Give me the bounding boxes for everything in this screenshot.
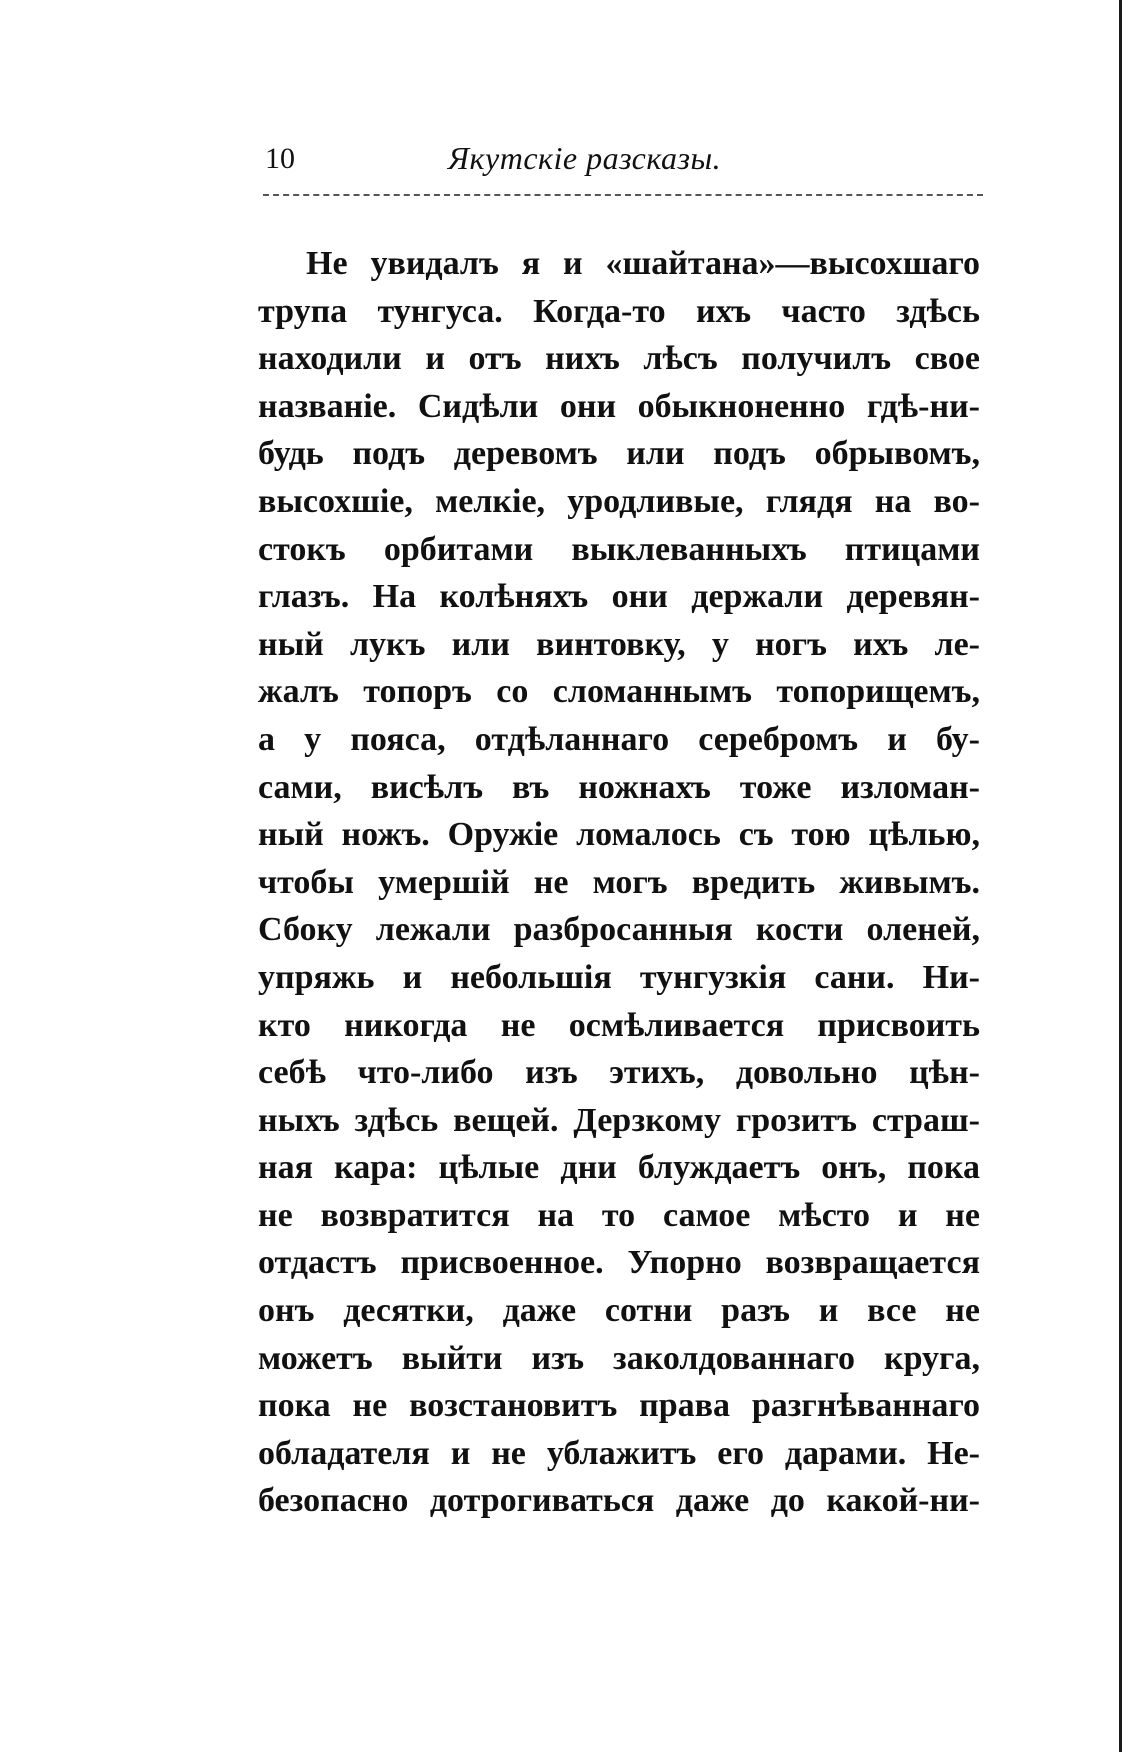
text-line: ный лукъ или винтовку, у ногъ ихъ ле-	[258, 625, 980, 663]
text-line: а у пояса, отдѣланнаго серебромъ и бу-	[258, 720, 980, 758]
text-line: Не увидалъ я и «шайтана»—высохшаго	[306, 245, 980, 282]
text-line: безопасно дотрогиваться даже до какой-ни-	[258, 1482, 980, 1520]
text-line: пока не возстановитъ права разгнѣваннаго	[258, 1387, 980, 1425]
text-line: онъ десятки, даже сотни разъ и все не	[258, 1292, 980, 1330]
text-line: глазъ. На колѣняхъ они держали деревян-	[258, 578, 980, 616]
page-number: 10	[265, 142, 295, 175]
text-line: ная кара: цѣлые дни блуждаетъ онъ, пока	[258, 1149, 980, 1187]
text-line: ный ножъ. Оружіе ломалось съ тою цѣлью,	[258, 816, 980, 854]
page-header	[263, 138, 983, 198]
text-line: ныхъ здѣсь вещей. Дерзкому грозитъ страш-	[258, 1101, 980, 1139]
header-rule	[263, 194, 983, 196]
page-edge-line	[1119, 0, 1122, 1752]
text-line: трупа тунгуса. Когда-то ихъ часто здѣсь	[258, 292, 980, 330]
text-line: себѣ что-либо изъ этихъ, довольно цѣн-	[258, 1054, 980, 1092]
text-line: упряжь и небольшія тунгузкія сани. Ни-	[258, 958, 980, 996]
text-line: находили и отъ нихъ лѣсъ получилъ свое	[258, 340, 980, 378]
text-line: будь подъ деревомъ или подъ обрывомъ,	[258, 435, 980, 473]
text-line: жалъ топоръ со сломаннымъ топорищемъ,	[258, 673, 980, 711]
text-line: высохшіе, мелкіе, уродливые, глядя на во-	[258, 482, 980, 520]
text-line: отдастъ присвоенное. Упорно возвращается	[258, 1244, 980, 1282]
text-line: Сбоку лежали разбросанныя кости оленей,	[258, 911, 980, 949]
text-line: названіе. Сидѣли они обыкноненно гдѣ-ни-	[258, 387, 980, 425]
text-line: обладателя и не ублажитъ его дарами. Не-	[258, 1434, 980, 1472]
text-line: чтобы умершій не могъ вредить живымъ.	[258, 863, 980, 901]
text-line: можетъ выйти изъ заколдованнаго круга,	[258, 1339, 980, 1377]
body-text	[258, 240, 980, 1525]
text-line: кто никогда не осмѣливается присвоить	[258, 1006, 980, 1044]
running-title: Якутскіе разсказы.	[448, 140, 722, 176]
text-line: сами, висѣлъ въ ножнахъ тоже изломан-	[258, 768, 980, 806]
text-line: стокъ орбитами выклеванныхъ птицами	[258, 530, 980, 568]
text-line: не возвратится на то самое мѣсто и не	[258, 1196, 980, 1234]
